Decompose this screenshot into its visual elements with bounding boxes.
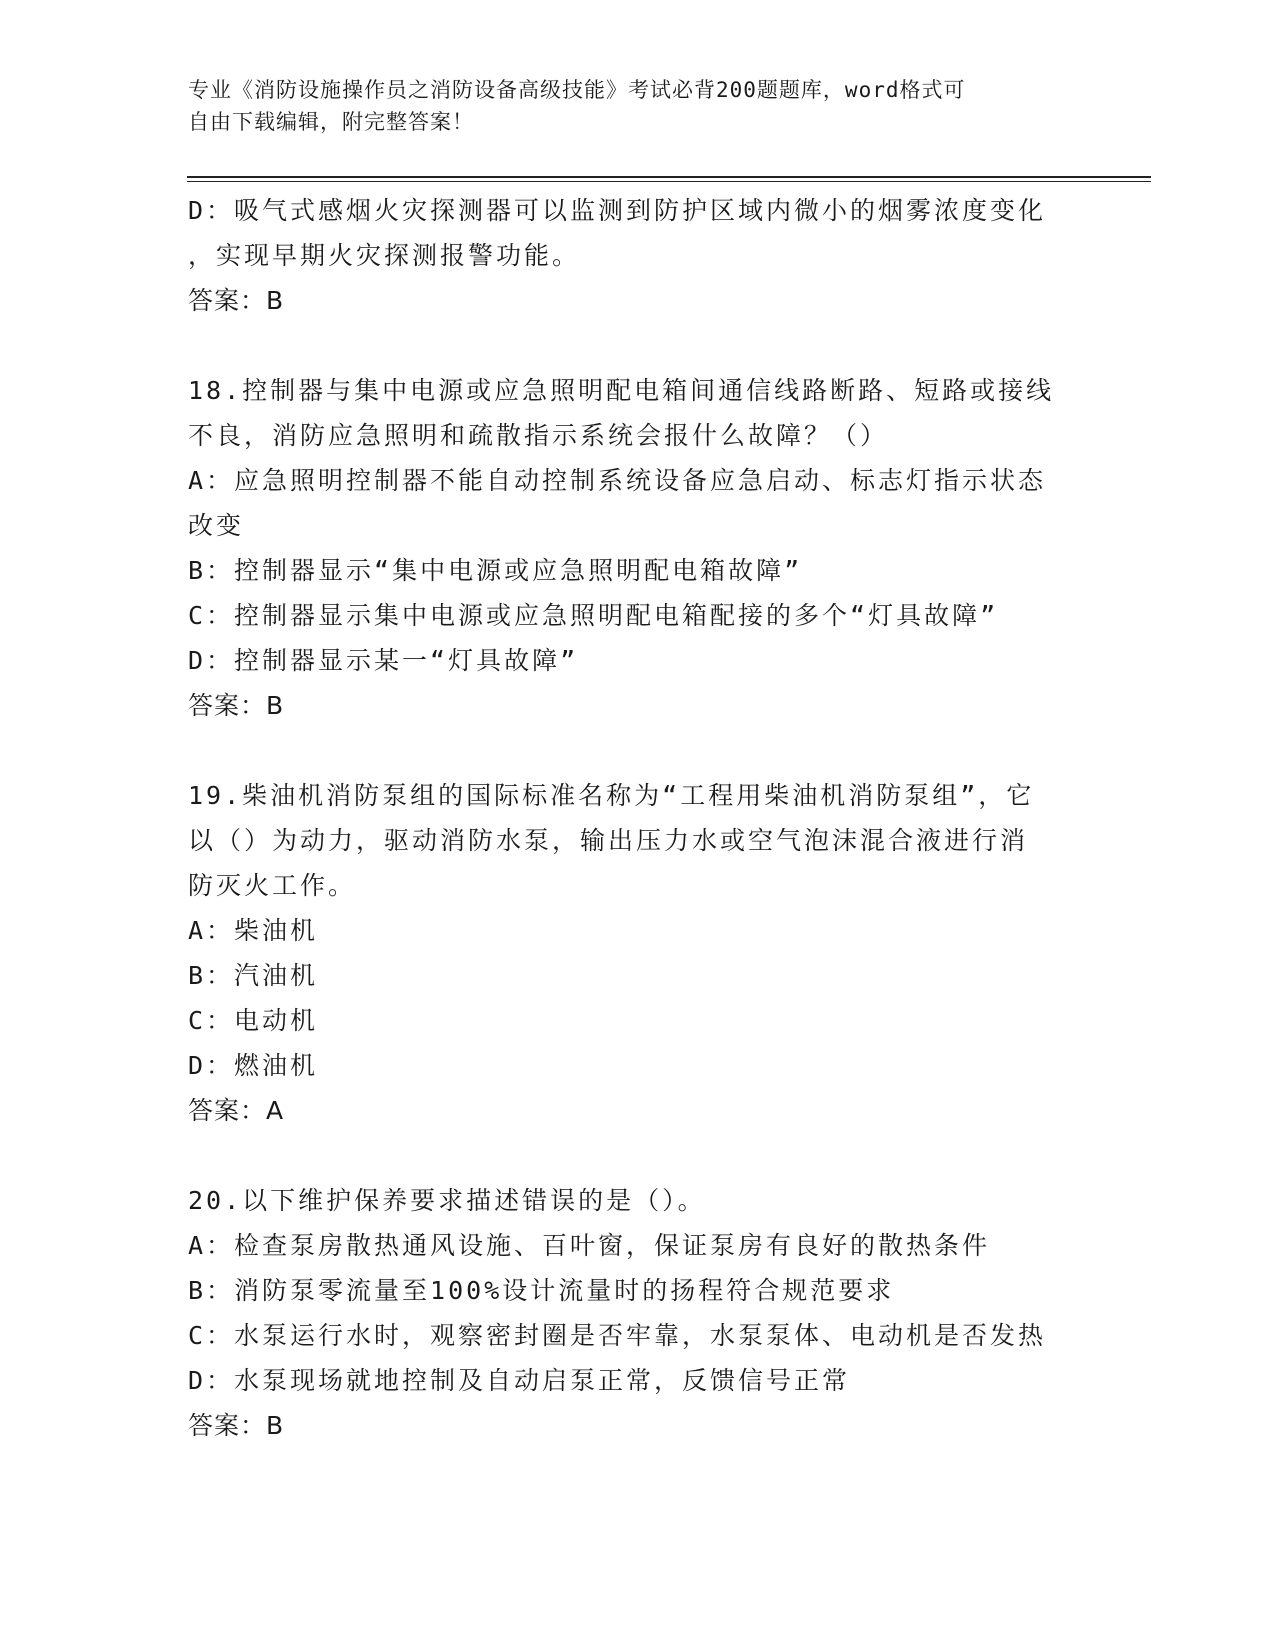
q19-stem-line-2: 以（）为动力，驱动消防水泵，输出压力水或空气泡沫混合液进行消 [188, 826, 1029, 855]
header-line-1: 专业《消防设施操作员之消防设备高级技能》考试必背200题题库，word格式可 [188, 78, 966, 102]
spacer [188, 1133, 1088, 1178]
q20-answer: 答案：B [188, 1411, 285, 1440]
header-line-2: 自由下载编辑，附完整答案！ [188, 110, 474, 134]
q17-option-d-line-2: ，实现早期火灾探测报警功能。 [188, 241, 581, 270]
spacer [188, 728, 1088, 773]
q17-answer: 答案：B [188, 286, 285, 315]
header-divider-thick [187, 176, 1151, 178]
q18-option-a-line-2: 改变 [188, 511, 245, 540]
q20-option-c: C：水泵运行水时，观察密封圈是否牢靠，水泵泵体、电动机是否发热 [188, 1321, 1047, 1350]
document-body [188, 188, 1088, 1448]
q19-answer: 答案：A [188, 1096, 285, 1125]
question-18 [188, 368, 1088, 728]
q20-option-b: B：消防泵零流量至100%设计流量时的扬程符合规范要求 [188, 1276, 895, 1305]
q18-option-d: D：控制器显示某一“灯具故障” [188, 646, 579, 675]
q19-stem-line-1: 19.柴油机消防泵组的国际标准名称为“工程用柴油机消防泵组”，它 [188, 781, 1035, 810]
q19-stem-line-3: 防灭火工作。 [188, 871, 357, 900]
q18-stem-line-2: 不良，消防应急照明和疏散指示系统会报什么故障？（） [188, 421, 889, 450]
q17-option-d-line-1: D：吸气式感烟火灾探测器可以监测到防护区域内微小的烟雾浓度变化 [188, 196, 1047, 225]
q18-option-c: C：控制器显示集中电源或应急照明配电箱配接的多个“灯具故障” [188, 601, 999, 630]
q18-answer: 答案：B [188, 691, 285, 720]
q20-stem: 20.以下维护保养要求描述错误的是（）。 [188, 1186, 706, 1215]
page-header [188, 74, 1068, 138]
q18-option-a-line-1: A：应急照明控制器不能自动控制系统设备应急启动、标志灯指示状态 [188, 466, 1047, 495]
q19-option-c: C：电动机 [188, 1006, 319, 1035]
question-20 [188, 1178, 1088, 1448]
q19-option-d: D：燃油机 [188, 1051, 319, 1080]
spacer [188, 323, 1088, 368]
question-19 [188, 773, 1088, 1133]
q20-option-a: A：检查泵房散热通风设施、百叶窗，保证泵房有良好的散热条件 [188, 1231, 991, 1260]
header-divider-thin [187, 181, 1151, 182]
q19-option-b: B：汽油机 [188, 961, 319, 990]
q20-option-d: D：水泵现场就地控制及自动启泵正常，反馈信号正常 [188, 1366, 851, 1395]
q18-stem-line-1: 18.控制器与集中电源或应急照明配电箱间通信线路断路、短路或接线 [188, 376, 1055, 405]
q18-option-b: B：控制器显示“集中电源或应急照明配电箱故障” [188, 556, 803, 585]
q19-option-a: A：柴油机 [188, 916, 319, 945]
question-17 [188, 188, 1088, 323]
